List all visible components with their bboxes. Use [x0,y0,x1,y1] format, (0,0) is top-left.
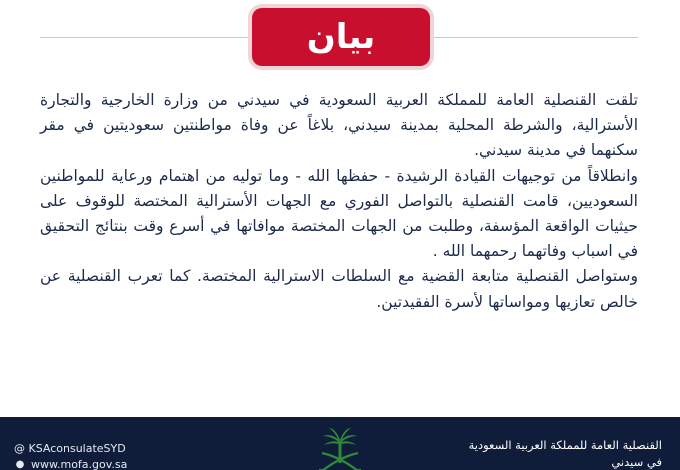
social-handle-row[interactable] [14,441,127,457]
statement-paragraph-2: وانطلاقاً من توجيهات القيادة الرشيدة - حفظها الله - وما توليه من اهتمام ورعاية للمواطنين السعوديين، قامت القنصلية بالتواصل الفوري مع الجهات الأسترالية المختصة للوقوف على حيثيات الواقعة المؤسفة، وطلبت من الجهات المختصة موافاتها في أسرع وقت بنتائج التحقيق في اسباب وفاتهما رحمهما الله . [40,166,638,261]
saudi-emblem-icon [310,427,370,470]
website-row[interactable] [14,457,127,470]
footer-contacts [14,441,127,470]
organization-name: القنصلية العامة للمملكة العربية السعودية [468,438,662,452]
title-badge [252,8,430,66]
statement-paragraph-3: وستواصل القنصلية متابعة القضية مع السلطات الاسترالية المختصة. كما تعرب القنصلية عن خالص تعازيها ومواساتها لأسرة الفقيدتين. [40,267,638,311]
header-divider-right [430,37,638,38]
organization-city: في سيدني [611,455,662,469]
footer-bar [0,417,680,470]
social-handle[interactable]: @ KSAconsulateSYD [14,442,126,455]
website-link[interactable]: www.mofa.gov.sa [31,458,128,470]
header-divider-left [40,37,252,38]
page-title: بيان [306,17,376,57]
globe-icon: ● [15,459,25,470]
statement-body [40,88,638,315]
footer-organization [412,437,662,470]
statement-paragraph-1: تلقت القنصلية العامة للمملكة العربية السعودية في سيدني من وزارة الخارجية والتجارة الأسترالية، والشرطة المحلية بمدينة سيدني، بلاغاً عن وفاة مواطنتين سعوديتين في مقر سكنهما في مدينة سيدني. [40,91,638,160]
